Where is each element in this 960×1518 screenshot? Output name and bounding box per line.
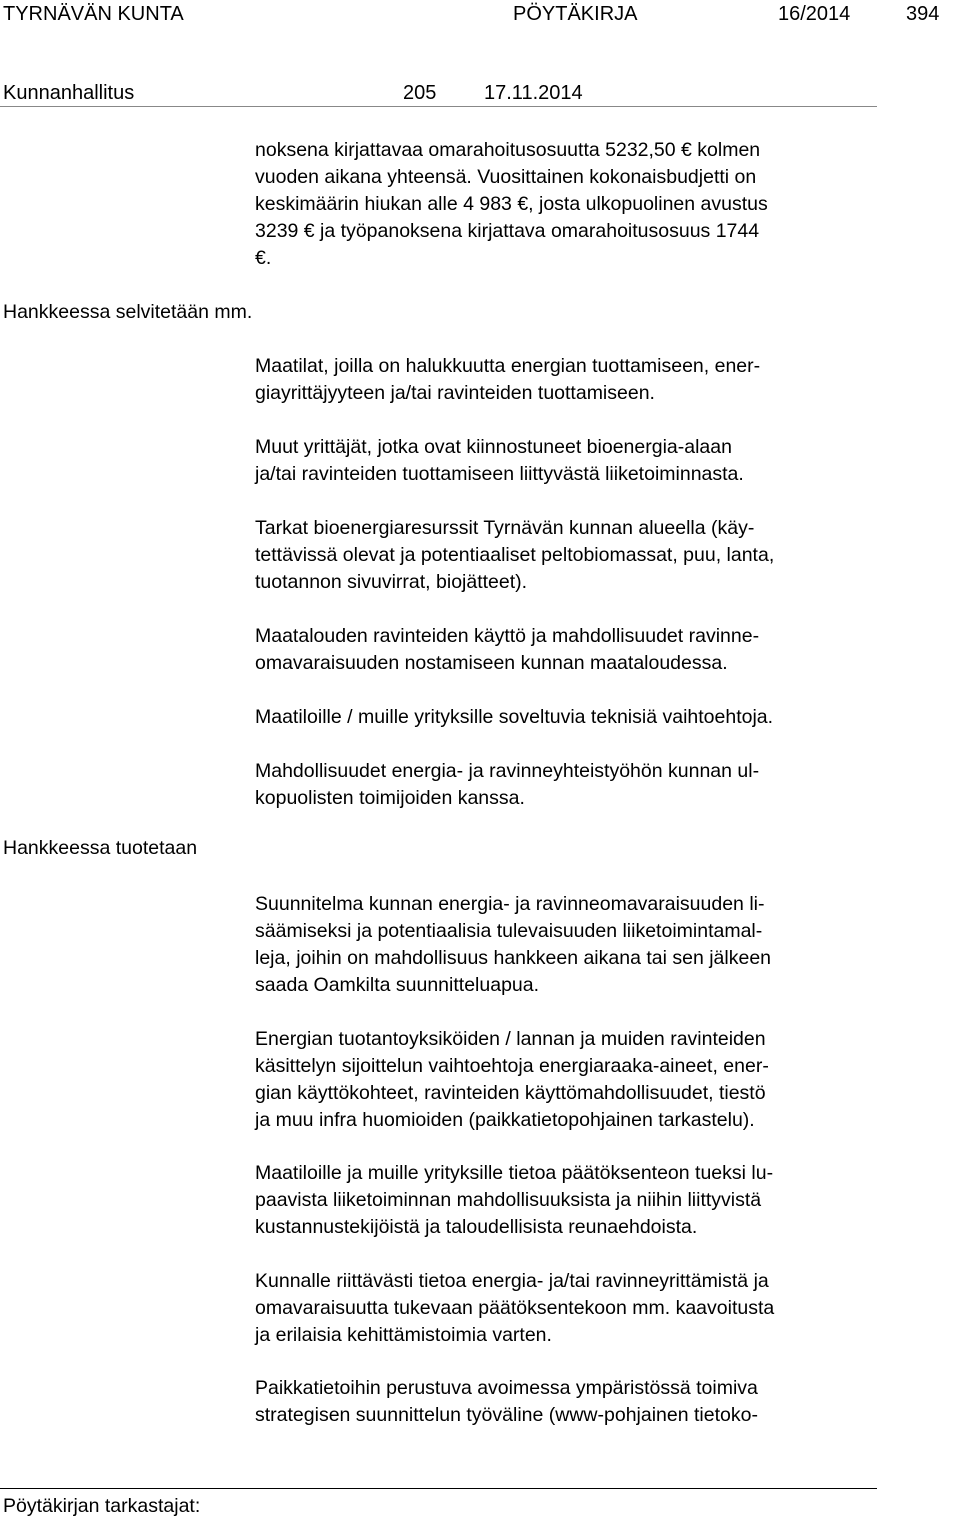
meeting-body: Kunnanhallitus [3, 82, 135, 104]
paragraph-nutrients [255, 623, 880, 677]
paragraph-line: tuotannon sivuvirrat, biojätteet). [255, 571, 528, 593]
document-type: PÖYTÄKIRJA [513, 3, 638, 25]
paragraph-line: Mahdollisuudet energia- ja ravinneyhteistyöhön kunnan ul- [255, 760, 760, 782]
document-number: 16/2014 [778, 3, 851, 25]
header-divider [0, 106, 877, 107]
paragraph-municipality-info [255, 1268, 880, 1349]
paragraph-line: Muut yrittäjät, jotka ovat kiinnostuneet bioenergia-alaan [255, 436, 732, 458]
paragraph-line: kustannustekijöistä ja taloudellisista reunaehdoista. [255, 1216, 698, 1238]
paragraph-placement [255, 1026, 880, 1134]
side-heading-investigated: Hankkeessa selvitetään mm. [3, 301, 253, 323]
paragraph-line: käsittelyn sijoittelun vaihtoehtoja energiaraaka-aineet, ener- [255, 1055, 769, 1077]
reviewers-label: Pöytäkirjan tarkastajat: [3, 1495, 201, 1517]
paragraph-line: ja erilaisia kehittämistoimia varten. [255, 1324, 552, 1346]
paragraph-entrepreneurs [255, 434, 880, 488]
paragraph-line: Tarkat bioenergiaresurssit Tyrnävän kunnan alueella (käy- [255, 517, 755, 539]
paragraph-line: giayrittäjyyteen ja/tai ravinteiden tuottamiseen. [255, 382, 655, 404]
paragraph-line: Suunnitelma kunnan energia- ja ravinneomavaraisuuden li- [255, 893, 765, 915]
paragraph-line: 3239 € ja työpanoksena kirjattava omarahoitusosuus 1744 [255, 220, 760, 242]
paragraph-line: saada Oamkilta suunnitteluapua. [255, 974, 540, 996]
paragraph-line: Maatiloille ja muille yrityksille tietoa päätöksenteon tueksi lu- [255, 1162, 774, 1184]
paragraph-line: Kunnalle riittävästi tietoa energia- ja/tai ravinneyrittämistä ja [255, 1270, 769, 1292]
paragraph-line: omavaraisuutta tukevaan päätöksentekoon mm. kaavoitusta [255, 1297, 775, 1319]
paragraph-technical-options [255, 704, 880, 731]
meeting-date: 17.11.2014 [484, 82, 583, 104]
page-number: 394 [906, 3, 940, 25]
paragraph-line: omavaraisuuden nostamiseen kunnan maataloudessa. [255, 652, 728, 674]
paragraph-business-info [255, 1160, 880, 1241]
paragraph-line: Paikkatietoihin perustuva avoimessa ympäristössä toimiva [255, 1377, 758, 1399]
paragraph-line: €. [255, 247, 272, 269]
paragraph-line: Maatilat, joilla on halukkuutta energian tuottamiseen, ener- [255, 355, 761, 377]
paragraph-farms [255, 353, 880, 407]
paragraph-line: Maatalouden ravinteiden käyttö ja mahdollisuudet ravinne- [255, 625, 760, 647]
paragraph-line: leja, joihin on mahdollisuus hankkeen aikana tai sen jälkeen [255, 947, 772, 969]
paragraph-line: paavista liiketoiminnan mahdollisuuksista ja niihin liittyvistä [255, 1189, 762, 1211]
paragraph-line: tettävissä olevat ja potentiaaliset peltobiomassat, puu, lanta, [255, 544, 775, 566]
paragraph-line: strategisen suunnittelun työväline (www-pohjainen tietoko- [255, 1404, 758, 1426]
paragraph-resources [255, 515, 880, 596]
paragraph-line: keskimäärin hiukan alle 4 983 €, josta ulkopuolinen avustus [255, 193, 768, 215]
paragraph-cooperation [255, 758, 880, 812]
paragraph-plan [255, 891, 880, 999]
paragraph-line: ja/tai ravinteiden tuottamiseen liittyvästä liiketoiminnasta. [255, 463, 744, 485]
paragraph-line: kopuolisten toimijoiden kanssa. [255, 787, 525, 809]
paragraph-line: noksena kirjattavaa omarahoitusosuutta 5232,50 € kolmen [255, 139, 761, 161]
paragraph-line: Energian tuotantoyksiköiden / lannan ja muiden ravinteiden [255, 1028, 766, 1050]
section-number: 205 [403, 82, 437, 104]
paragraph-budget [255, 137, 880, 272]
paragraph-line: ja muu infra huomioiden (paikkatietopohjainen tarkastelu). [255, 1109, 755, 1131]
paragraph-line: vuoden aikana yhteensä. Vuosittainen kokonaisbudjetti on [255, 166, 757, 188]
paragraph-planning-tool [255, 1375, 880, 1429]
paragraph-line: Maatiloille / muille yrityksille soveltuvia teknisiä vaihtoehtoja. [255, 706, 774, 728]
footer-divider [0, 1488, 877, 1489]
paragraph-line: gian käyttökohteet, ravinteiden käyttömahdollisuudet, tiestö [255, 1082, 766, 1104]
paragraph-line: säämiseksi ja potentiaalisia tulevaisuuden liiketoimintamal- [255, 920, 763, 942]
organization-name: TYRNÄVÄN KUNTA [3, 3, 184, 25]
side-heading-produced: Hankkeessa tuotetaan [3, 837, 198, 859]
